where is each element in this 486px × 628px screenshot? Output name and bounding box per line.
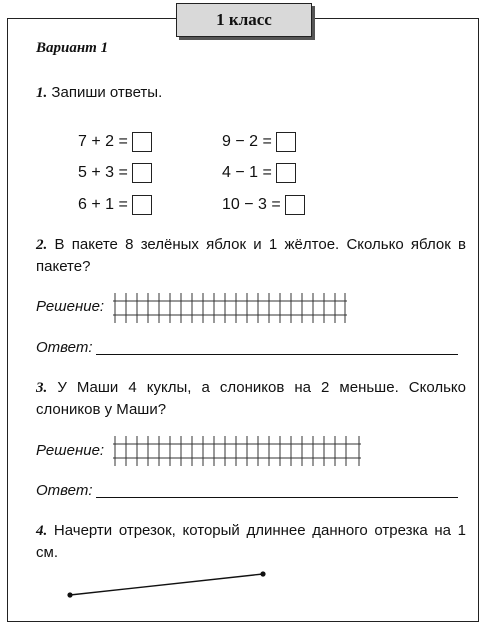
task2-answer-line[interactable]	[96, 354, 458, 355]
task3-answer-label: Ответ:	[36, 482, 93, 499]
example-expression: 6 + 1 =	[78, 196, 128, 214]
task2-number: 2.	[36, 237, 48, 253]
answer-box[interactable]	[132, 195, 152, 215]
segment-line	[70, 574, 263, 595]
segment-endpoint	[260, 571, 265, 576]
task2-heading	[36, 234, 466, 278]
example-expression: 7 + 2 =	[78, 133, 128, 151]
segment-endpoint	[67, 592, 72, 597]
task3-answer-line[interactable]	[96, 497, 458, 498]
task1-example-4	[222, 132, 296, 152]
task1-example-2	[78, 163, 152, 183]
answer-box[interactable]	[276, 163, 296, 183]
answer-box[interactable]	[285, 195, 305, 215]
example-expression: 4 − 1 =	[222, 164, 272, 182]
task1-example-5	[222, 163, 296, 183]
task1-heading	[36, 82, 162, 104]
task4-heading	[36, 520, 466, 564]
task2-answer-label: Ответ:	[36, 339, 93, 356]
answer-box[interactable]	[132, 163, 152, 183]
task3-heading	[36, 377, 466, 421]
answer-box[interactable]	[132, 132, 152, 152]
given-segment	[60, 566, 274, 602]
example-expression: 5 + 3 =	[78, 164, 128, 182]
variant-title: Вариант 1	[36, 40, 109, 56]
task1-text: Запиши ответы.	[51, 84, 163, 101]
task3-number: 3.	[36, 380, 48, 396]
task2-text: В пакете 8 зелёных яблок и 1 жёлтое. Сколько яблок в пакете?	[36, 236, 467, 275]
example-expression: 10 − 3 =	[222, 196, 281, 214]
task1-example-1	[78, 132, 152, 152]
task3-solution-label: Решение:	[36, 442, 105, 459]
task2-solution-grid[interactable]	[113, 293, 347, 323]
task1-example-3	[78, 195, 152, 215]
task1-number: 1.	[36, 85, 48, 101]
task3-text: У Маши 4 куклы, а слоников на 2 меньше. Сколько слоников у Маши?	[36, 379, 466, 418]
answer-box[interactable]	[276, 132, 296, 152]
task4-text: Начерти отрезок, который длиннее данного отрезка на 1 см.	[36, 522, 466, 561]
task3-solution-grid[interactable]	[113, 436, 361, 466]
example-expression: 9 − 2 =	[222, 133, 272, 151]
task4-number: 4.	[36, 523, 48, 539]
grade-badge: 1 класс	[176, 3, 312, 37]
task2-solution-label: Решение:	[36, 298, 105, 315]
task1-example-6	[222, 195, 305, 215]
